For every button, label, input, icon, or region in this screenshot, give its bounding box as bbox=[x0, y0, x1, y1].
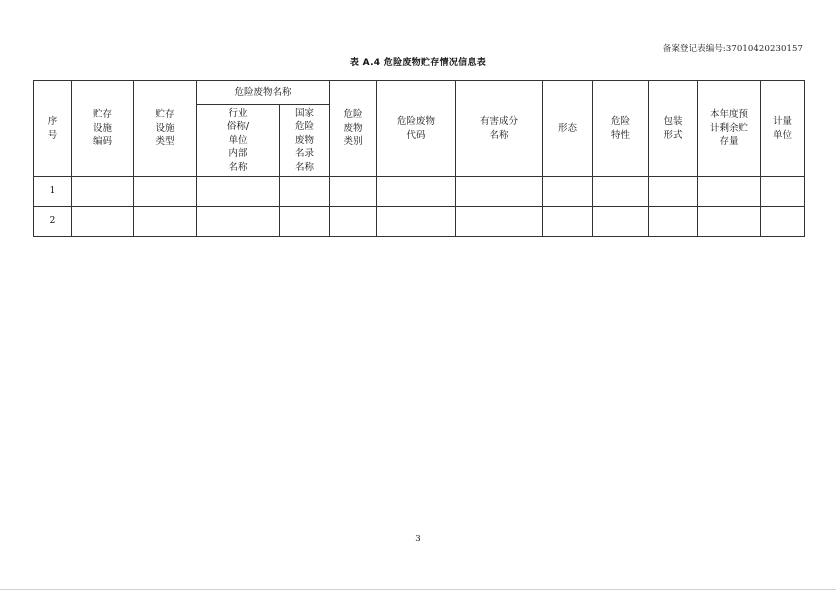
table-cell bbox=[649, 177, 698, 207]
page-number: 3 bbox=[415, 534, 421, 544]
row-number: 2 bbox=[34, 207, 72, 237]
col-header-facility-type: 贮存 设施 类型 bbox=[134, 81, 197, 177]
table-cell bbox=[134, 177, 197, 207]
table-cell bbox=[698, 207, 761, 237]
table-cell bbox=[377, 207, 456, 237]
table-cell bbox=[593, 177, 649, 207]
table-cell bbox=[197, 177, 280, 207]
col-header-packaging: 包装 形式 bbox=[649, 81, 698, 177]
table-title: 表 A.4 危险废物贮存情况信息表 bbox=[349, 58, 487, 68]
table-cell bbox=[197, 207, 280, 237]
table-cell bbox=[280, 207, 330, 237]
table-cell bbox=[543, 207, 593, 237]
table-cell bbox=[72, 177, 134, 207]
table-cell bbox=[649, 207, 698, 237]
col-group-header-waste-name: 危险废物名称 bbox=[197, 81, 330, 105]
table-cell bbox=[280, 177, 330, 207]
col-header-national-name: 国家 危险 废物 名录 名称 bbox=[280, 105, 330, 177]
table-cell bbox=[330, 207, 377, 237]
row-number: 1 bbox=[34, 177, 72, 207]
col-header-waste-code: 危险废物 代码 bbox=[377, 81, 456, 177]
col-header-harmful-components: 有害成分 名称 bbox=[456, 81, 543, 177]
table-cell bbox=[330, 177, 377, 207]
registration-number: 备案登记表编号:37010420230157 bbox=[662, 44, 803, 54]
table-cell bbox=[761, 177, 805, 207]
table-cell bbox=[72, 207, 134, 237]
table-cell bbox=[456, 177, 543, 207]
col-header-facility-code: 贮存 设施 编码 bbox=[72, 81, 134, 177]
col-header-unit: 计量 单位 bbox=[761, 81, 805, 177]
table-cell bbox=[543, 177, 593, 207]
table-cell bbox=[761, 207, 805, 237]
table-cell bbox=[698, 177, 761, 207]
col-header-form: 形态 bbox=[543, 81, 593, 177]
table-cell bbox=[134, 207, 197, 237]
col-header-hazard: 危险 特性 bbox=[593, 81, 649, 177]
col-header-industry-name: 行业 俗称/ 单位 内部 名称 bbox=[197, 105, 280, 177]
hazardous-waste-storage-table bbox=[33, 80, 805, 237]
col-header-remaining-storage: 本年度预 计剩余贮 存量 bbox=[698, 81, 761, 177]
col-header-seq: 序 号 bbox=[34, 81, 72, 177]
page-bottom-divider bbox=[0, 589, 836, 590]
col-header-category: 危险 废物 类别 bbox=[330, 81, 377, 177]
table-cell bbox=[377, 177, 456, 207]
table-row bbox=[34, 207, 805, 237]
table-cell bbox=[593, 207, 649, 237]
table-row bbox=[34, 177, 805, 207]
table-cell bbox=[456, 207, 543, 237]
